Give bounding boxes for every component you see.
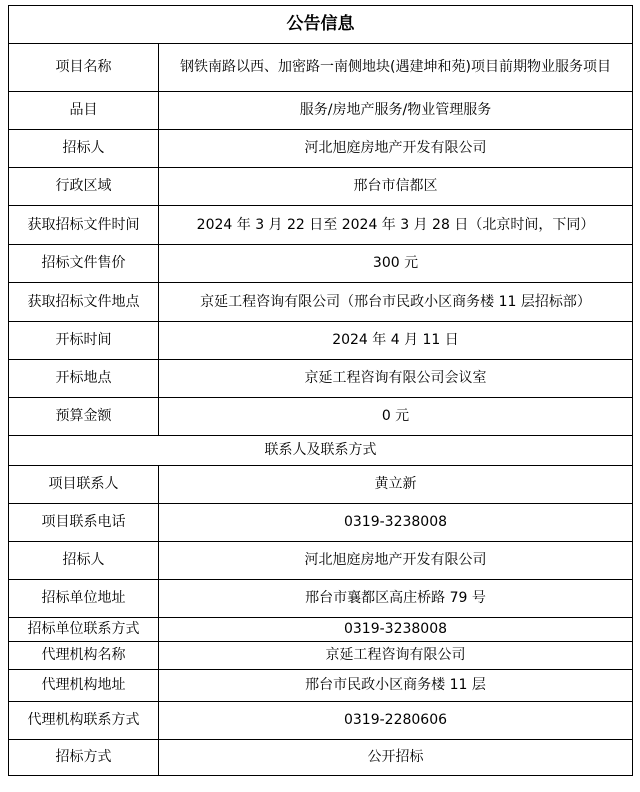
table-row-budget xyxy=(9,398,633,436)
row-value: 服务/房地产服务/物业管理服务 xyxy=(159,92,633,130)
row-label: 招标人 xyxy=(9,542,159,580)
announcement-table xyxy=(8,5,633,776)
row-value: 钢铁南路以西、加密路一南侧地块(遇建坤和苑)项目前期物业服务项目 xyxy=(159,44,633,92)
table-row-opening-time xyxy=(9,322,633,360)
announcement-sheet xyxy=(8,5,632,776)
title-row xyxy=(9,6,633,44)
row-value: 邢台市襄都区高庄桥路 79 号 xyxy=(159,580,633,618)
table-row-agency-contact xyxy=(9,702,633,740)
row-label: 项目联系电话 xyxy=(9,504,159,542)
table-row-contact-tenderer xyxy=(9,542,633,580)
row-value: 京延工程咨询有限公司 xyxy=(159,642,633,670)
row-label: 项目联系人 xyxy=(9,466,159,504)
row-label: 代理机构名称 xyxy=(9,642,159,670)
table-row-document-time xyxy=(9,206,633,245)
row-value: 0319-3238008 xyxy=(159,618,633,642)
row-value: 京延工程咨询有限公司会议室 xyxy=(159,360,633,398)
row-value: 河北旭庭房地产开发有限公司 xyxy=(159,542,633,580)
table-row-tenderer xyxy=(9,130,633,168)
contact-section-row xyxy=(9,436,633,466)
table-row-agency-name xyxy=(9,642,633,670)
row-label: 获取招标文件地点 xyxy=(9,283,159,322)
table-row-tenderer-contact xyxy=(9,618,633,642)
row-label: 品目 xyxy=(9,92,159,130)
row-value: 邢台市民政小区商务楼 11 层 xyxy=(159,670,633,702)
row-value: 黄立新 xyxy=(159,466,633,504)
row-label: 开标时间 xyxy=(9,322,159,360)
table-row-document-price xyxy=(9,245,633,283)
row-label: 招标人 xyxy=(9,130,159,168)
table-row-agency-address xyxy=(9,670,633,702)
table-row-document-location xyxy=(9,283,633,322)
table-row-region xyxy=(9,168,633,206)
row-value: 0319-3238008 xyxy=(159,504,633,542)
table-row-tender-method xyxy=(9,740,633,776)
table-row-opening-location xyxy=(9,360,633,398)
row-label: 获取招标文件时间 xyxy=(9,206,159,245)
contact-section-heading: 联系人及联系方式 xyxy=(9,436,633,466)
row-label: 项目名称 xyxy=(9,44,159,92)
row-value: 2024 年 3 月 22 日至 2024 年 3 月 28 日（北京时间，下同） xyxy=(159,206,633,245)
row-label: 招标方式 xyxy=(9,740,159,776)
row-label: 代理机构联系方式 xyxy=(9,702,159,740)
row-label: 招标文件售价 xyxy=(9,245,159,283)
row-value: 2024 年 4 月 11 日 xyxy=(159,322,633,360)
row-label: 代理机构地址 xyxy=(9,670,159,702)
table-row-project-name xyxy=(9,44,633,92)
table-row-tenderer-address xyxy=(9,580,633,618)
row-value: 京延工程咨询有限公司（邢台市民政小区商务楼 11 层招标部） xyxy=(159,283,633,322)
row-label: 预算金额 xyxy=(9,398,159,436)
row-label: 开标地点 xyxy=(9,360,159,398)
row-label: 行政区域 xyxy=(9,168,159,206)
row-value: 邢台市信都区 xyxy=(159,168,633,206)
table-row-category xyxy=(9,92,633,130)
row-value: 公开招标 xyxy=(159,740,633,776)
table-title: 公告信息 xyxy=(9,6,633,44)
row-value: 300 元 xyxy=(159,245,633,283)
row-value: 0319-2280606 xyxy=(159,702,633,740)
row-value: 0 元 xyxy=(159,398,633,436)
table-row-contact-phone xyxy=(9,504,633,542)
row-label: 招标单位联系方式 xyxy=(9,618,159,642)
row-value: 河北旭庭房地产开发有限公司 xyxy=(159,130,633,168)
table-row-contact-person xyxy=(9,466,633,504)
row-label: 招标单位地址 xyxy=(9,580,159,618)
